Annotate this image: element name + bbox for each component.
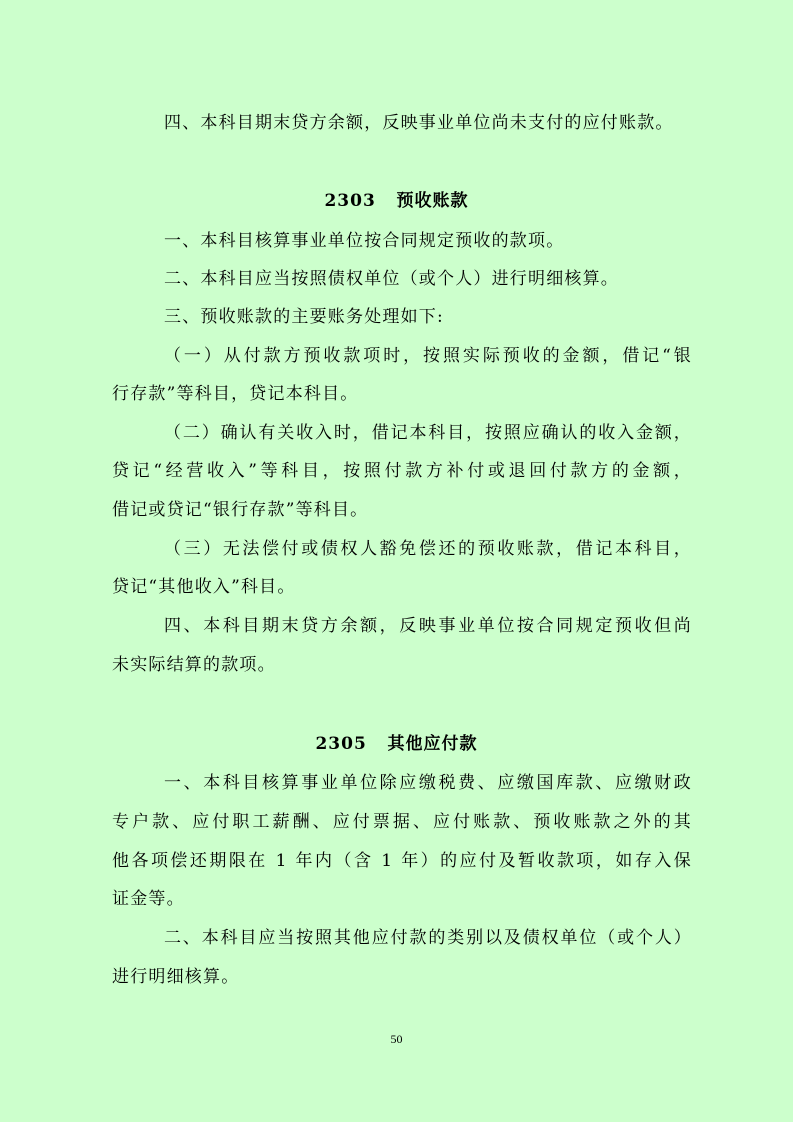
- paragraph-2303-7-line2: 未实际结算的款项。: [112, 655, 276, 675]
- paragraph-prev-item4: 四、本科目期末贷方余额，反映事业单位尚未支付的应付账款。: [164, 113, 674, 133]
- paragraph-2303-6-line2: 贷记“其他收入”科目。: [112, 577, 296, 597]
- paragraph-2303-1: 一、本科目核算事业单位按合同规定预收的款项。: [164, 231, 565, 251]
- paragraph-2303-6-line1: （三）无法偿付或债权人豁免偿还的预收账款，借记本科目，: [164, 539, 692, 559]
- section-heading-2303: 2303 预收账款: [324, 191, 469, 211]
- page-number: 50: [390, 1032, 403, 1046]
- paragraph-2305-1-line1: 一、本科目核算事业单位除应缴税费、应缴国库款、应缴财政: [164, 773, 692, 793]
- paragraph-2305-2-line2: 进行明细核算。: [112, 967, 240, 987]
- paragraph-2303-2: 二、本科目应当按照债权单位（或个人）进行明细核算。: [164, 269, 619, 289]
- paragraph-2305-2-line1: 二、本科目应当按照其他应付款的类别以及债权单位（或个人）: [164, 928, 692, 948]
- paragraph-2303-5-line1: （二）确认有关收入时，借记本科目，按照应确认的收入金额，: [164, 423, 692, 443]
- section-heading-2305: 2305 其他应付款: [315, 734, 478, 754]
- paragraph-2303-4-line1: （一）从付款方预收款项时，按照实际预收的金额，借记“银: [164, 346, 692, 366]
- paragraph-2305-1-line3: 他各项偿还期限在 1 年内（含 1 年）的应付及暂收款项，如存入保: [112, 851, 692, 871]
- paragraph-2303-3: 三、预收账款的主要账务处理如下:: [164, 307, 444, 327]
- paragraph-2303-4-line2: 行存款”等科目，贷记本科目。: [112, 384, 359, 404]
- paragraph-2303-7-line1: 四、本科目期末贷方余额，反映事业单位按合同规定预收但尚: [164, 616, 692, 636]
- paragraph-2305-1-line4: 证金等。: [112, 889, 185, 909]
- paragraph-2305-1-line2: 专户款、应付职工薪酬、应付票据、应付账款、预收账款之外的其: [112, 812, 692, 832]
- paragraph-2303-5-line2: 贷记“经营收入”等科目，按照付款方补付或退回付款方的金额，: [112, 461, 692, 481]
- paragraph-2303-5-line3: 借记或贷记“银行存款”等科目。: [112, 500, 369, 520]
